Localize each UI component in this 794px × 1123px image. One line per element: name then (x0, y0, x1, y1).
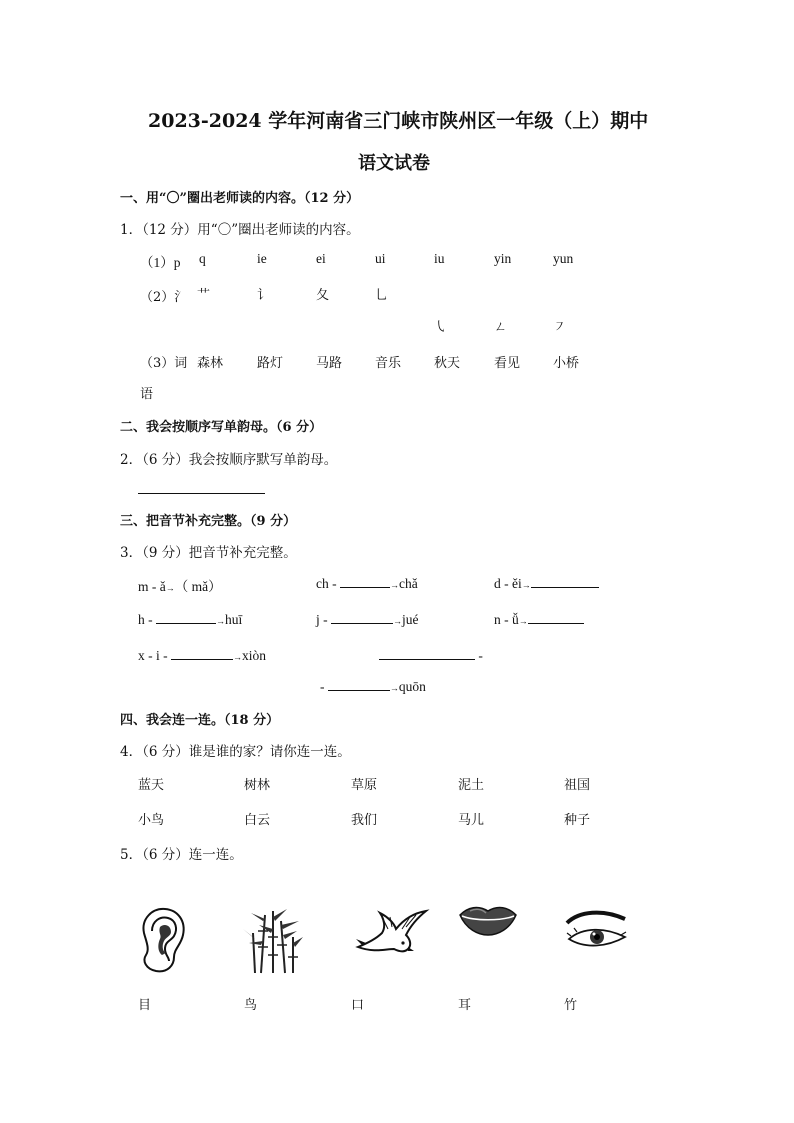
syllable-blank[interactable] (331, 611, 393, 624)
row2-item[interactable]: ㇂ (434, 320, 448, 335)
match-item[interactable]: 小鸟 (138, 813, 165, 828)
match-char[interactable]: 竹 (564, 998, 578, 1013)
syllable-blank[interactable] (328, 678, 390, 691)
syllable-result: chǎ (399, 576, 418, 591)
row3-item[interactable]: 秋天 (434, 356, 461, 371)
syllable-item (316, 611, 419, 628)
syllable-part: h - (138, 612, 153, 627)
arrow-icon: → (233, 652, 242, 662)
syllable-blank[interactable] (156, 611, 216, 624)
syllable-part: - (320, 679, 325, 694)
mouth-icon[interactable] (458, 903, 518, 937)
syllable-part: n - ǚ (494, 612, 519, 627)
syllable-item (138, 611, 242, 628)
syllable-part: x - i - (138, 648, 168, 663)
row1-item[interactable]: yin (494, 251, 512, 266)
match-char[interactable]: 耳 (458, 998, 472, 1013)
row3-label-cont: 语 (140, 387, 154, 402)
page-title: 2023-2024 学年河南省三门峡市陕州区一年级（上）期中 (148, 110, 649, 132)
syllable-part: m - ǎ (138, 579, 166, 594)
syllable-part: - (478, 648, 483, 663)
syllable-result: jué (402, 612, 419, 627)
page-subtitle: 语文试卷 (358, 153, 430, 174)
question-4: 4．（6 分）谁是谁的家？请你连一连。 (120, 744, 351, 760)
row2-item[interactable]: 讠 (257, 288, 271, 303)
section-heading-3: 三、把音节补充完整。（9 分） (120, 514, 297, 529)
bamboo-icon[interactable] (243, 907, 303, 975)
answer-blank[interactable] (138, 481, 265, 494)
syllable-blank[interactable] (531, 575, 599, 588)
arrow-icon: → (521, 580, 531, 590)
row1-item[interactable]: ei (316, 251, 326, 266)
question-2: 2．（6 分）我会按顺序默写单韵母。 (120, 452, 338, 468)
syllable-result: quōn (398, 679, 426, 694)
eye-icon[interactable] (563, 909, 629, 949)
row3-item[interactable]: 路灯 (257, 356, 284, 371)
match-item[interactable]: 祖国 (564, 778, 591, 793)
bird-icon[interactable] (354, 907, 428, 957)
match-item[interactable]: 泥土 (458, 778, 485, 793)
row1-item[interactable]: yun (553, 251, 574, 266)
row2-label: （2）氵 (140, 290, 188, 305)
section-heading-2: 二、我会按顺序写单韵母。（6 分） (120, 420, 323, 435)
row3-label: （3）词 (140, 356, 188, 371)
match-item[interactable]: 马儿 (458, 813, 485, 828)
arrow-icon: → (390, 580, 399, 590)
match-item[interactable]: 种子 (564, 813, 591, 828)
section-heading-1: 一、用“〇”圈出老师读的内容。（12 分） (120, 191, 360, 206)
syllable-item (494, 611, 584, 628)
row2-item[interactable]: 乚 (375, 288, 389, 303)
syllable-item (379, 647, 483, 664)
ear-icon[interactable] (138, 905, 188, 975)
arrow-icon: → (518, 616, 528, 626)
syllable-part: d - ěi (494, 576, 522, 591)
syllable-item (320, 678, 426, 695)
arrow-icon: → (216, 616, 225, 626)
syllable-blank[interactable] (528, 611, 584, 624)
row3-item[interactable]: 看见 (494, 356, 521, 371)
match-item[interactable]: 蓝天 (138, 778, 165, 793)
syllable-part: ch - (316, 576, 337, 591)
question-1: 1．（12 分）用“〇”圈出老师读的内容。 (120, 222, 360, 238)
syllable-part: j - (316, 612, 328, 627)
row1-item[interactable]: q (199, 251, 206, 266)
row3-item[interactable]: 小桥 (553, 356, 580, 371)
syllable-blank[interactable] (340, 575, 390, 588)
row1-item[interactable]: ui (375, 251, 386, 266)
syllable-item (494, 575, 599, 592)
match-char[interactable]: 鸟 (244, 998, 258, 1013)
row1-item[interactable]: ie (257, 251, 267, 266)
row2-item[interactable]: 夂 (316, 288, 330, 303)
syllable-item (138, 647, 266, 664)
row3-item[interactable]: 音乐 (375, 356, 402, 371)
arrow-icon: → (393, 616, 402, 626)
syllable-result: huī (225, 612, 243, 627)
question-5: 5．（6 分）连一连。 (120, 847, 243, 863)
match-item[interactable]: 我们 (351, 813, 378, 828)
syllable-blank[interactable] (171, 647, 233, 660)
row3-item[interactable]: 森林 (197, 356, 224, 371)
match-char[interactable]: 口 (351, 998, 365, 1013)
match-item[interactable]: 草原 (351, 778, 378, 793)
syllable-item (316, 575, 418, 592)
row1-label: （1）p (140, 255, 181, 270)
match-char[interactable]: 目 (138, 998, 152, 1013)
arrow-icon: → (389, 683, 399, 693)
row2-item[interactable]: 艹 (197, 288, 211, 303)
syllable-result: （ mǎ） (174, 579, 222, 594)
syllable-blank[interactable] (379, 647, 475, 660)
row2-item[interactable]: ㄥ (494, 320, 508, 335)
match-item[interactable]: 白云 (244, 813, 271, 828)
row2-item[interactable]: ㇇ (553, 320, 567, 335)
arrow-icon: → (165, 583, 175, 593)
syllable-result: xiòn (242, 648, 267, 663)
match-item[interactable]: 树林 (244, 778, 271, 793)
syllable-item (138, 575, 222, 595)
row3-item[interactable]: 马路 (316, 356, 343, 371)
row1-item[interactable]: iu (434, 251, 445, 266)
question-3: 3．（9 分）把音节补充完整。 (120, 545, 297, 561)
section-heading-4: 四、我会连一连。（18 分） (120, 713, 280, 728)
